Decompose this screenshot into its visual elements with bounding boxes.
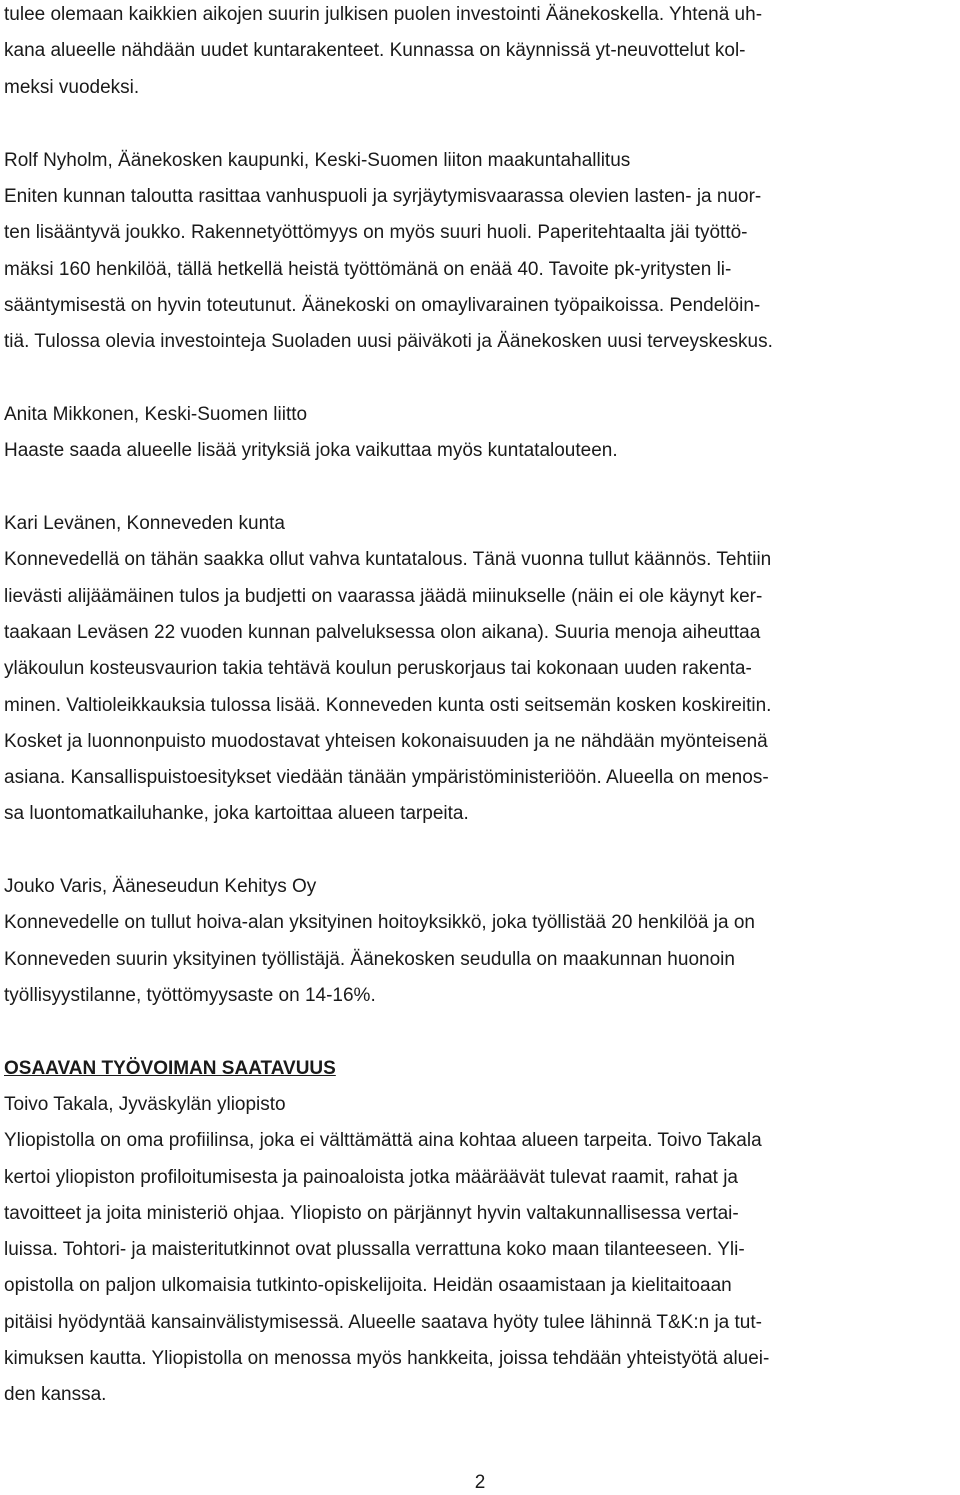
paragraph-line: Kosket ja luonnonpuisto muodostavat yhteisen kokonaisuuden ja ne nähdään myönteisenä <box>4 731 768 752</box>
paragraph-line: den kanssa. <box>4 1384 107 1405</box>
paragraph-line: kimuksen kautta. Yliopistolla on menossa myös hankkeita, joissa tehdään yhteistyötä aluei- <box>4 1348 770 1369</box>
paragraph-line: yläkoulun kosteusvaurion takia tehtävä koulun peruskorjaus tai kokonaan uuden rakenta- <box>4 658 752 679</box>
paragraph-line: tiä. Tulossa olevia investointeja Suoladen uusi päiväkoti ja Äänekosken uusi terveyskeskus. <box>4 331 773 352</box>
speaker-name: Kari Levänen, Konneveden kunta <box>4 513 285 534</box>
speaker-name: Rolf Nyholm, Äänekosken kaupunki, Keski-Suomen liiton maakuntahallitus <box>4 150 631 171</box>
paragraph-line: Konneveden suurin yksityinen työllistäjä. Äänekosken seudulla on maakunnan huonoin <box>4 949 735 970</box>
intro-line: kana alueelle nähdään uudet kuntarakenteet. Kunnassa on käynnissä yt-neuvottelut kol- <box>4 40 746 61</box>
paragraph-line: Yliopistolla on oma profiilinsa, joka ei välttämättä aina kohtaa alueen tarpeita. Toivo Takala <box>4 1130 762 1151</box>
intro-line: tulee olemaan kaikkien aikojen suurin julkisen puolen investointi Äänekoskella. Yhtenä uh- <box>4 4 763 25</box>
intro-line: meksi vuodeksi. <box>4 77 140 98</box>
paragraph-line: pitäisi hyödyntää kansainvälistymisessä. Alueelle saatava hyöty tulee lähinnä T&K:n ja tut- <box>4 1312 762 1333</box>
section-heading: OSAAVAN TYÖVOIMAN SAATAVUUS <box>4 1058 336 1079</box>
speaker-name: Jouko Varis, Ääneseudun Kehitys Oy <box>4 876 317 897</box>
paragraph-line: sa luontomatkailuhanke, joka kartoittaa alueen tarpeita. <box>4 803 469 824</box>
paragraph-line: tavoitteet ja joita ministeriö ohjaa. Yliopisto on pärjännyt hyvin valtakunnallisessa vertai- <box>4 1203 739 1224</box>
paragraph-line: mäksi 160 henkilöä, tällä hetkellä heistä työttömänä on enää 40. Tavoite pk-yritysten li- <box>4 259 732 280</box>
paragraph-line: Konnevedelle on tullut hoiva-alan yksityinen hoitoyksikkö, joka työllistää 20 henkilöä ja on <box>4 912 755 933</box>
paragraph-line: ten lisääntyvä joukko. Rakennetyöttömyys on myös suuri huoli. Paperitehtaalta jäi työttö- <box>4 222 748 243</box>
paragraph-line: taakaan Leväsen 22 vuoden kunnan palveluksessa olon aikana). Suuria menoja aiheuttaa <box>4 622 761 643</box>
paragraph-line: lievästi alijäämäinen tulos ja budjetti on vaarassa jäädä miinukselle (näin ei ole käynyt ker- <box>4 586 763 607</box>
paragraph-line: työllisyystilanne, työttömyysaste on 14-16%. <box>4 985 376 1006</box>
speaker-name: Toivo Takala, Jyväskylän yliopisto <box>4 1094 286 1115</box>
paragraph-line: sääntymisestä on hyvin toteutunut. Äänekoski on omaylivarainen työpaikoissa. Pendelöin- <box>4 295 761 316</box>
paragraph-line: Eniten kunnan taloutta rasittaa vanhuspuoli ja syrjäytymisvaarassa olevien lasten- ja nuor- <box>4 186 762 207</box>
speaker-name: Anita Mikkonen, Keski-Suomen liitto <box>4 404 308 425</box>
paragraph-line: Haaste saada alueelle lisää yrityksiä joka vaikuttaa myös kuntatalouteen. <box>4 440 618 461</box>
paragraph-line: Konnevedellä on tähän saakka ollut vahva kuntatalous. Tänä vuonna tullut käännös. Tehtiin <box>4 549 772 570</box>
paragraph-line: luissa. Tohtori- ja maisteritutkinnot ovat plussalla verrattuna koko maan tilanteeseen. Yli- <box>4 1239 745 1260</box>
paragraph-line: opistolla on paljon ulkomaisia tutkinto-opiskelijoita. Heidän osaamistaan ja kielitaitoaan <box>4 1275 732 1296</box>
page-number: 2 <box>474 1472 486 1493</box>
paragraph-line: asiana. Kansallispuistoesitykset viedään tänään ympäristöministeriöön. Alueella on menos- <box>4 767 769 788</box>
paragraph-line: kertoi yliopiston profiloitumisesta ja painoaloista jotka määräävät tulevat raamit, rahat ja <box>4 1167 738 1188</box>
paragraph-line: minen. Valtioleikkauksia tulossa lisää. Konneveden kunta osti seitsemän kosken koskireitin. <box>4 695 772 716</box>
